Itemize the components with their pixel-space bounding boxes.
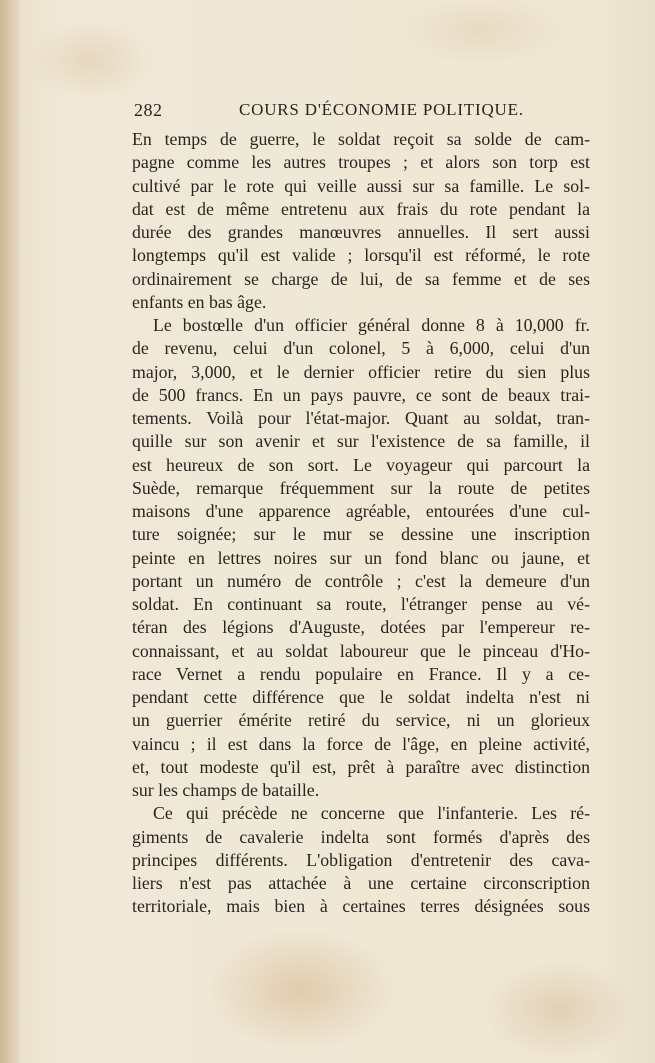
page-header — [134, 100, 594, 124]
text-line: liers n'est pas attachée à une certaine circonscription — [132, 873, 590, 893]
running-title: COURS D'ÉCONOMIE POLITIQUE. — [239, 100, 524, 119]
text-line: durée des grandes manœuvres annuelles. Il sert aussi — [132, 222, 590, 242]
text-line: connaissant, et au soldat laboureur que le pinceau d'Ho- — [132, 640, 590, 661]
text-line: Le bostœlle d'un officier général donne 8 à 10,000 fr. — [153, 315, 590, 335]
text-line: pagne comme les autres troupes ; et alors son torp est — [132, 152, 590, 173]
text-line: dat est de même entretenu aux frais du rote pendant la — [132, 198, 590, 219]
text-line: maisons d'une apparence agréable, entourées d'une cul- — [132, 501, 590, 521]
body-text — [132, 128, 590, 919]
text-line: de revenu, celui d'un colonel, 5 à 6,000, celui d'un — [132, 338, 590, 359]
text-line: vaincu ; il est dans la force de l'âge, en pleine activité, — [132, 733, 590, 754]
text-line: soldat. En continuant sa route, l'étranger pense au vé- — [132, 594, 590, 614]
text-line: pendant cette différence que le soldat indelta n'est ni — [132, 687, 590, 707]
text-line: portant un numéro de contrôle ; c'est la demeure d'un — [132, 570, 590, 591]
text-line: giments de cavalerie indelta sont formés d'après des — [132, 826, 590, 847]
text-line: de 500 francs. En un pays pauvre, ce sont de beaux trai- — [132, 384, 590, 405]
text-line: un guerrier émérite retiré du service, ni un glorieux — [132, 710, 590, 731]
text-line: Ce qui précède ne concerne que l'infanterie. Les ré- — [153, 803, 590, 824]
text-line: peinte en lettres noires sur un fond blanc ou jaune, et — [132, 547, 590, 568]
text-line: Suède, remarque fréquemment sur la route de petites — [132, 477, 590, 498]
text-line: territoriale, mais bien à certaines terres désignées sous — [132, 896, 590, 917]
text-line: En temps de guerre, le soldat reçoit sa solde de cam- — [132, 129, 590, 149]
text-line: cultivé par le rote qui veille aussi sur sa famille. Le sol- — [132, 175, 590, 196]
text-line: longtemps qu'il est valide ; lorsqu'il est réformé, le rote — [132, 245, 590, 266]
text-line: quille sur son avenir et sur l'existence de sa famille, il — [132, 431, 590, 452]
text-line: sur les champs de bataille. — [132, 780, 320, 800]
text-line: ordinairement se charge de lui, de sa femme et de ses — [132, 268, 590, 289]
text-line: tements. Voilà pour l'état-major. Quant au soldat, tran- — [132, 408, 590, 428]
text-line: téran des légions d'Auguste, dotées par l'empereur re- — [132, 617, 590, 638]
text-line: ture soignée; sur le mur se dessine une inscription — [132, 524, 590, 545]
text-line: major, 3,000, et le dernier officier retire du sien plus — [132, 361, 590, 382]
page-number: 282 — [134, 100, 163, 120]
text-line: enfants en bas âge. — [132, 291, 267, 312]
text-line: principes différents. L'obligation d'entretenir des cava- — [132, 849, 590, 870]
text-line: est heureux de son sort. Le voyageur qui parcourt la — [132, 454, 590, 475]
text-line: et, tout modeste qu'il est, prêt à paraître avec distinction — [132, 756, 590, 777]
text-line: race Vernet a rendu populaire en France. Il y a ce- — [132, 663, 590, 684]
page-binding-edge — [0, 0, 20, 1063]
